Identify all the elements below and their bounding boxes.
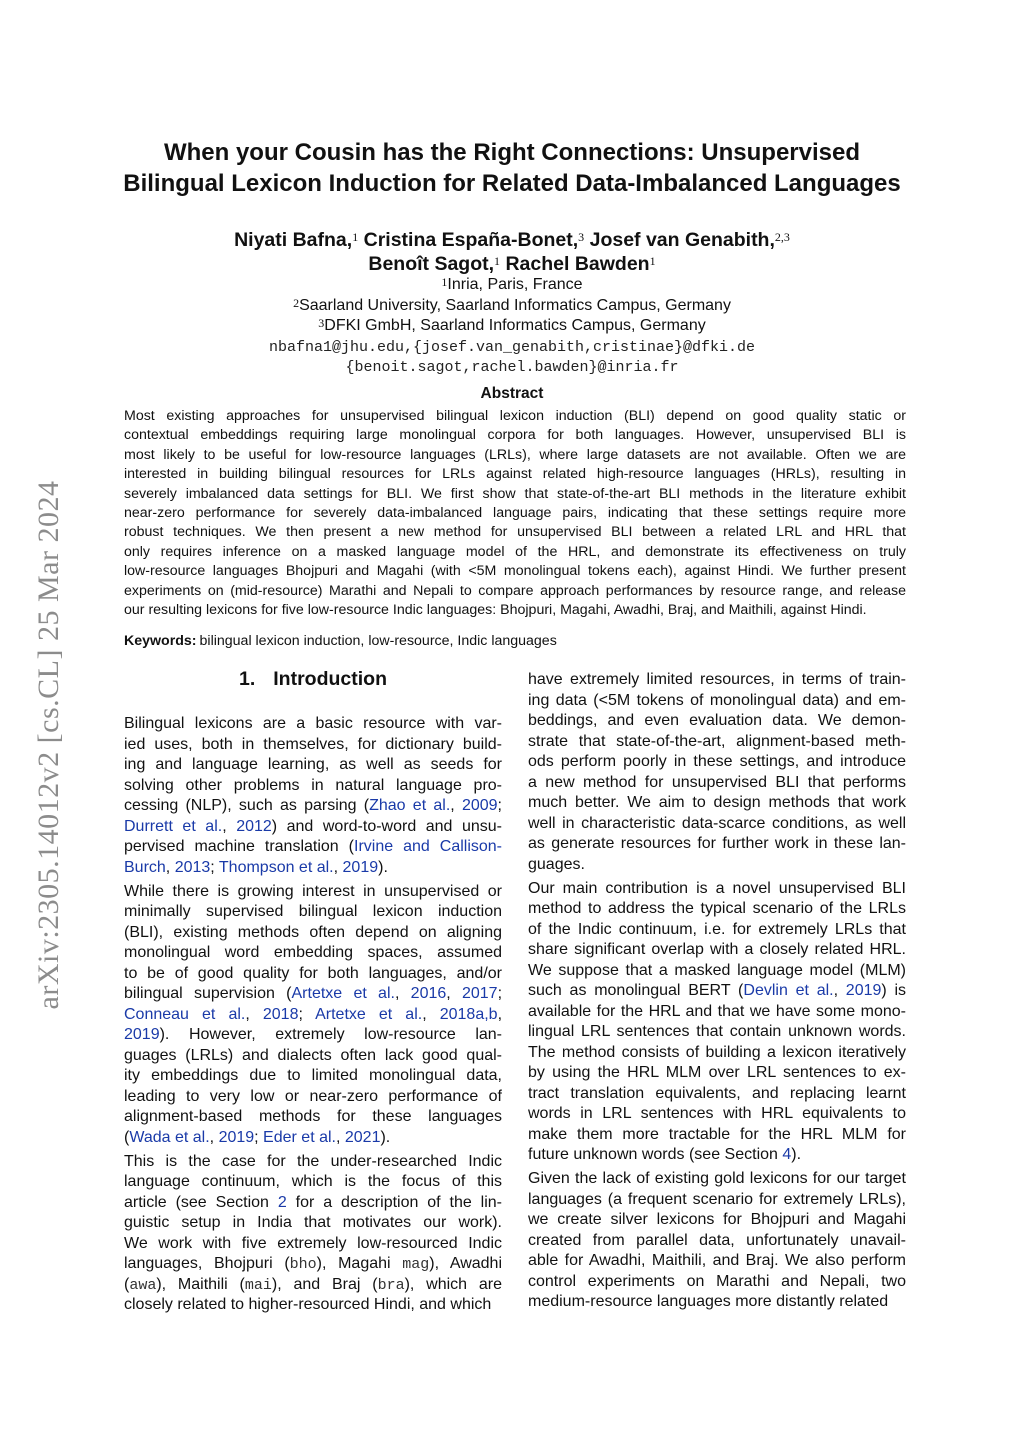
text-span: ). xyxy=(380,1128,391,1146)
text-span: language continuum, which is the focus of this xyxy=(124,1173,502,1190)
text-span: , xyxy=(245,1005,263,1023)
citation-link[interactable]: Artetxe et al. xyxy=(291,985,395,1002)
text-span: , xyxy=(497,1005,502,1023)
text-span: , xyxy=(335,1128,345,1146)
text-span: ing and language learning, as well as seeds for xyxy=(124,756,502,773)
author-name: Josef van Genabith, xyxy=(589,229,775,251)
affiliations xyxy=(100,275,924,337)
text-span: ; xyxy=(497,797,502,814)
text-line xyxy=(528,1251,906,1272)
section-heading xyxy=(124,668,502,691)
text-line xyxy=(528,1292,906,1313)
text-span: bilingual supervision ( xyxy=(124,985,292,1002)
text-span: control experiments on Marathi and Nepali, two xyxy=(528,1272,906,1290)
text-span: to be of good quality for both languages, and/or xyxy=(124,964,502,982)
abstract-line: near-zero performance for severely data-imbalanced language pairs, indicating that these settings require more xyxy=(124,504,906,521)
citation-link[interactable]: Burch xyxy=(124,858,166,876)
text-span: ; xyxy=(254,1128,264,1146)
text-line xyxy=(528,899,906,920)
text-line xyxy=(528,1022,906,1043)
text-span: , xyxy=(450,797,462,814)
text-line xyxy=(528,691,906,712)
text-line xyxy=(528,1002,906,1023)
citation-link[interactable]: 2021 xyxy=(344,1128,381,1146)
title-line-2: Bilingual Lexicon Induction for Related Data-Imbalanced Languages xyxy=(123,170,901,197)
text-line xyxy=(528,773,906,794)
author-affiliation-mark: 1 xyxy=(352,230,359,244)
affiliation-line: $^2$Saarland University, Saarland Informatics Campus, Germany xyxy=(293,295,731,314)
email-line: nbafna1@jhu.edu,{josef.van_genabith,cristinae}@dfki.de xyxy=(268,339,756,356)
citation-link[interactable]: 4 xyxy=(782,1146,792,1163)
citation-link[interactable]: Zhao et al. xyxy=(369,797,451,814)
text-span: beddings, and even evaluation data. We demon- xyxy=(528,712,906,729)
text-line xyxy=(124,1234,502,1255)
text-line xyxy=(528,879,906,900)
citation-link[interactable]: 2 xyxy=(277,1193,287,1211)
text-span: leading to very low or near-zero performance of xyxy=(124,1087,502,1105)
text-span: as generate resources for further work in these lan- xyxy=(528,835,906,852)
author-affiliation-mark: 1 xyxy=(649,254,656,268)
text-span: cessing (NLP), such as parsing ( xyxy=(124,797,370,814)
text-span: The method consists of building a lexicon iteratively xyxy=(528,1043,906,1061)
paragraph xyxy=(528,670,906,875)
text-span: ( xyxy=(124,1128,130,1146)
text-line xyxy=(124,882,502,903)
text-span: (BLI), existing methods often depend on aligning xyxy=(124,923,502,941)
text-line xyxy=(124,1172,502,1193)
paragraph xyxy=(528,879,906,1166)
text-line xyxy=(528,940,906,961)
affiliation-line: $^3$DFKI GmbH, Saarland Informatics Campus, Germany xyxy=(318,316,706,334)
text-line xyxy=(528,814,906,835)
text-line xyxy=(124,1275,502,1296)
abstract-line: our resulting lexicons for five low-resource Indic languages: Bhojpuri, Magahi, Awadhi, Braj, and Maithili, against Hindi. xyxy=(124,601,867,618)
text-span: ), and Braj ( xyxy=(271,1275,378,1293)
left-column xyxy=(124,714,502,1319)
abstract-body xyxy=(124,407,906,620)
language-code: mai xyxy=(244,1276,272,1294)
text-line xyxy=(124,1107,502,1128)
text-span: ) is xyxy=(881,982,906,999)
text-line xyxy=(528,1231,906,1252)
text-span: ). xyxy=(378,858,388,876)
text-line xyxy=(528,1125,906,1146)
citation-link[interactable]: 2017 xyxy=(461,985,498,1002)
citation-link[interactable]: Artetxe et al. xyxy=(315,1005,423,1023)
citation-link[interactable]: 2019 xyxy=(845,982,882,999)
paper-title xyxy=(100,137,924,199)
text-span: , xyxy=(165,858,175,876)
abstract-line: contextual embeddings requiring large monolingual corpora for both languages. However, unsupervised BLI is xyxy=(124,427,906,444)
text-span: ; xyxy=(210,858,219,876)
text-span: ods perform poorly in these settings, and introduce xyxy=(528,753,906,770)
text-span: , xyxy=(422,1005,440,1023)
abstract-line: severely imbalanced data settings for BLI. We first show that state-of-the-art BLI methods in the literature exhibit xyxy=(124,485,906,502)
text-span: ; xyxy=(298,1005,316,1023)
text-line xyxy=(124,817,502,838)
language-code: mag xyxy=(402,1256,430,1273)
citation-link[interactable]: Durrett et al. xyxy=(124,817,223,835)
citation-link[interactable]: 2016 xyxy=(410,985,447,1002)
text-line xyxy=(528,1169,906,1190)
email-line: {benoit.sagot,rachel.bawden}@inria.fr xyxy=(345,359,679,376)
abstract-line: interested in building bilingual resources for LRLs against related high-resource languages (HRLs), resulting in xyxy=(124,466,906,483)
text-span: ing data (<5M tokens of monolingual data) and em- xyxy=(528,691,906,709)
text-span: we create silver lexicons for Bhojpuri and Magahi xyxy=(528,1211,906,1228)
text-span: ), Maithili ( xyxy=(156,1275,245,1293)
arxiv-stamp xyxy=(28,445,70,1045)
text-span: , xyxy=(209,1128,219,1146)
affiliation-line: $^1$Inria, Paris, France xyxy=(441,275,583,293)
text-span: a new method for unsupervised BLI that performs xyxy=(528,773,906,791)
section-title: Introduction xyxy=(273,668,387,690)
text-line xyxy=(124,1025,502,1046)
text-span: much better. We aim to design methods that work xyxy=(528,794,906,811)
text-line xyxy=(124,1213,502,1234)
author-affiliation-mark: 2,3 xyxy=(774,230,790,244)
text-span: Given the lack of existing gold lexicons for our target xyxy=(528,1170,906,1187)
author-affiliation-mark: 1 xyxy=(494,254,501,268)
text-span: guages. xyxy=(528,855,585,873)
text-span: words in LRL sentences with HRL equivalents to xyxy=(528,1105,906,1122)
text-span: Bilingual lexicons are a basic resource with var- xyxy=(124,715,502,732)
citation-link[interactable]: 2018 xyxy=(262,1005,299,1023)
text-span: have extremely limited resources, in terms of train- xyxy=(528,671,906,688)
text-line xyxy=(124,1087,502,1108)
text-line xyxy=(124,923,502,944)
text-line xyxy=(124,796,502,817)
text-span: closely related to higher-resourced Hindi, and which xyxy=(124,1296,492,1313)
text-span: medium-resource languages more distantly related xyxy=(528,1293,889,1310)
text-line xyxy=(124,1046,502,1067)
section-number: 1. xyxy=(239,668,256,690)
text-span: alignment-based methods for these languages xyxy=(124,1108,502,1125)
text-line xyxy=(124,1066,502,1087)
text-span: future unknown words (see Section xyxy=(528,1146,783,1163)
text-span: ). However, extremely low-resource lan- xyxy=(159,1026,502,1043)
text-span: , xyxy=(833,982,846,999)
text-line xyxy=(528,981,906,1002)
text-span: share significant overlap with a closely related HRL. xyxy=(528,941,906,958)
text-line xyxy=(528,1272,906,1293)
abstract-line: most likely to be useful for low-resource languages (LRLs), where large datasets are not available. Often we are xyxy=(124,446,906,463)
text-span: make them more tractable for the HRL MLM for xyxy=(528,1125,906,1143)
author-name: Cristina España-Bonet, xyxy=(363,229,579,251)
arxiv-stamp-text: arXiv:2305.14012v2 [cs.CL] 25 Mar 2024 xyxy=(32,480,65,1010)
text-span: guages (LRLs) and dialects often lack good qual- xyxy=(124,1046,502,1064)
keywords-text: bilingual lexicon induction, low-resource, Indic languages xyxy=(199,633,557,649)
text-line xyxy=(528,1210,906,1231)
text-line xyxy=(124,1295,502,1316)
text-span: of the Indic continuum, i.e. for extremely LRLs that xyxy=(528,920,906,938)
text-span: We work with five extremely low-resourced Indic xyxy=(124,1234,502,1252)
text-line xyxy=(528,711,906,732)
abstract-line: robust techniques. We then present a new method for unsupervised BLI between a related LRL and HRL that xyxy=(124,524,906,541)
text-line xyxy=(528,834,906,855)
text-line xyxy=(124,1254,502,1275)
author-emails xyxy=(100,338,924,378)
citation-link[interactable]: Devlin et al. xyxy=(743,982,834,999)
text-line xyxy=(528,961,906,982)
text-line xyxy=(124,837,502,858)
author-name: Niyati Bafna, xyxy=(234,229,353,251)
text-span: lingual LRL sentences that contain unknown words. xyxy=(528,1023,906,1040)
abstract-line: low-resource languages Bhojpuri and Magahi (with <5M monolingual tokens each), against Hindi. We further present xyxy=(124,563,906,580)
text-line xyxy=(528,855,906,876)
text-span: Our main contribution is a novel unsupervised BLI xyxy=(528,879,906,897)
abstract-line: Most existing approaches for unsupervised bilingual lexicon induction (BLI) depend on good quality static or xyxy=(124,408,906,424)
citation-link[interactable]: Irvine and Callison- xyxy=(354,838,502,855)
author-list xyxy=(100,228,924,276)
text-line xyxy=(124,755,502,776)
citation-link[interactable]: Conneau et al. xyxy=(124,1005,246,1023)
text-line xyxy=(124,1152,502,1173)
text-line xyxy=(528,1104,906,1125)
text-span: well in characteristic data-scarce conditions, as well xyxy=(528,814,906,832)
text-span: ity embeddings due to limited monolingual data, xyxy=(124,1067,502,1084)
citation-link[interactable]: Eder et al. xyxy=(263,1128,336,1146)
text-span: guistic setup in India that motivates our work). xyxy=(124,1214,502,1231)
text-span: languages, Bhojpuri ( xyxy=(124,1255,290,1272)
citation-link[interactable]: 2019 xyxy=(342,858,379,876)
text-line xyxy=(124,735,502,756)
text-span: ; xyxy=(497,985,502,1002)
text-line xyxy=(124,1128,502,1149)
text-span: While there is growing interest in unsupervised or xyxy=(124,882,502,900)
text-line xyxy=(528,752,906,773)
text-line xyxy=(528,793,906,814)
text-span: ), Magahi xyxy=(316,1255,403,1272)
text-line xyxy=(124,902,502,923)
abstract-heading: Abstract xyxy=(480,385,544,402)
text-span: , xyxy=(222,817,237,835)
language-code: bho xyxy=(289,1256,317,1273)
text-line xyxy=(528,1063,906,1084)
author-affiliation-mark: 3 xyxy=(578,230,585,244)
text-line xyxy=(124,984,502,1005)
text-span: article (see Section xyxy=(124,1193,278,1211)
paragraph xyxy=(124,714,502,878)
text-span: pervised machine translation ( xyxy=(124,838,355,855)
text-span: ), Awadhi xyxy=(429,1255,502,1272)
paragraph xyxy=(124,1152,502,1316)
paragraph xyxy=(528,1169,906,1313)
abstract-line: experiments on (mid-resource) Marathi and Nepali to compare approach performances by resource range, and release xyxy=(124,582,906,599)
text-span: strate that state-of-the-art, alignment-based meth- xyxy=(528,732,906,750)
text-span: method to address the typical scenario of the LRLs xyxy=(528,900,906,917)
language-code: bra xyxy=(377,1276,405,1294)
text-span: by using the HRL MLM over LRL sentences to ex- xyxy=(528,1064,906,1081)
text-span: solving other problems in natural language pro- xyxy=(124,776,502,794)
text-line xyxy=(124,964,502,985)
text-span: for a description of the lin- xyxy=(286,1193,502,1211)
citation-link[interactable]: Wada et al. xyxy=(129,1128,210,1146)
text-line xyxy=(528,1145,906,1166)
text-span: created from parallel data, unfortunately unavail- xyxy=(528,1231,906,1249)
text-span: such as monolingual BERT ( xyxy=(528,982,744,999)
paragraph xyxy=(124,882,502,1149)
title-line-1: When your Cousin has the Right Connections: Unsupervised xyxy=(163,139,861,166)
text-span: monolingual word embedding spaces, assumed xyxy=(124,944,502,961)
abstract-line: only requires inference on a masked language model of the HRL, and demonstrate its effectiveness on truly xyxy=(124,543,906,560)
text-line xyxy=(124,1193,502,1214)
keywords-label: Keywords: xyxy=(124,633,197,649)
text-span: ), which are xyxy=(404,1275,502,1293)
text-span: minimally supervised bilingual lexicon induction xyxy=(124,903,502,920)
keywords xyxy=(124,633,557,649)
text-span: available for the HRL and that we have some mono- xyxy=(528,1002,906,1020)
right-column xyxy=(528,670,906,1316)
citation-link[interactable]: Thompson et al. xyxy=(218,858,334,876)
citation-link[interactable]: 2019 xyxy=(218,1128,255,1146)
text-line xyxy=(124,858,502,879)
text-span: ) and word-to-word and unsu- xyxy=(271,817,502,835)
text-line xyxy=(528,1084,906,1105)
text-span: ). xyxy=(791,1146,802,1163)
text-span: ( xyxy=(124,1275,130,1293)
text-line xyxy=(124,776,502,797)
language-code: awa xyxy=(129,1276,157,1294)
author-name: Rachel Bawden xyxy=(505,253,650,275)
text-span: ied uses, both in themselves, for dictionary build- xyxy=(124,735,502,753)
text-line xyxy=(528,1190,906,1211)
text-span: able for Awadhi, Maithili, and Braj. We also perform xyxy=(528,1252,906,1269)
text-line xyxy=(528,1043,906,1064)
text-span: tract translation equivalents, and replacing learnt xyxy=(528,1084,906,1102)
citation-link[interactable]: 2009 xyxy=(461,797,498,814)
text-span: , xyxy=(446,985,462,1002)
text-line xyxy=(528,670,906,691)
text-span: languages (a frequent scenario for extremely LRLs), xyxy=(528,1190,906,1208)
text-line xyxy=(528,920,906,941)
citation-link[interactable]: 2018a,b xyxy=(439,1005,498,1023)
text-line xyxy=(124,714,502,735)
citation-link[interactable]: 2019 xyxy=(124,1026,160,1043)
author-name: Benoît Sagot, xyxy=(368,253,495,275)
text-line xyxy=(528,732,906,753)
citation-link[interactable]: 2013 xyxy=(174,858,211,876)
citation-link[interactable]: 2012 xyxy=(236,817,272,835)
text-line xyxy=(124,943,502,964)
text-span: This is the case for the under-researched Indic xyxy=(124,1152,502,1170)
text-span: , xyxy=(394,985,411,1002)
text-line xyxy=(124,1005,502,1026)
text-span: We suppose that a masked language model (MLM) xyxy=(528,961,906,979)
text-span: , xyxy=(333,858,343,876)
